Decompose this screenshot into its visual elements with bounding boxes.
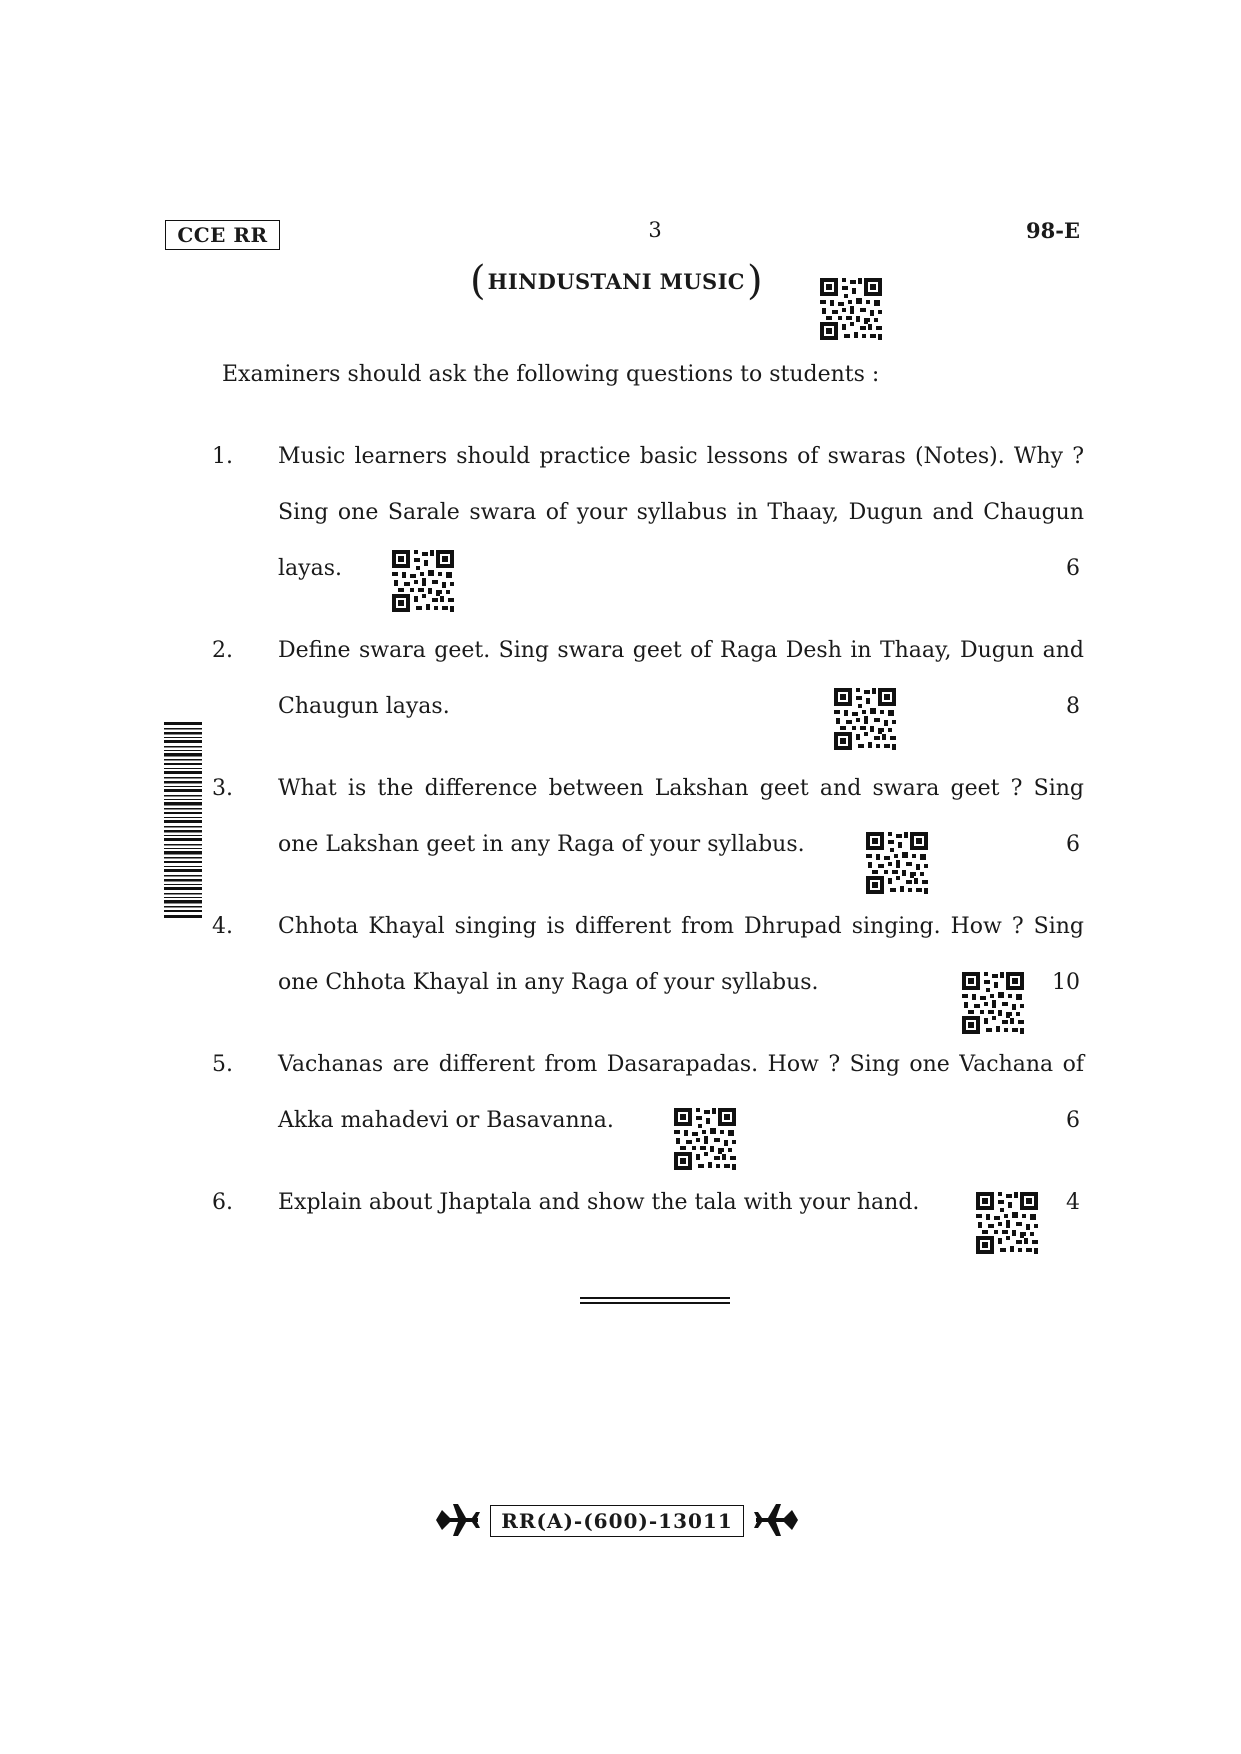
- airplane-icon: [754, 1500, 800, 1540]
- question-number: 4.: [212, 914, 233, 939]
- question-number: 3.: [212, 776, 233, 801]
- question-text-line: Sing one Sarale swara of your syllabus in Thaay, Dugun and Chaugun: [278, 500, 1084, 525]
- end-divider: [580, 1297, 730, 1304]
- question-text-last: Akka mahadevi or Basavanna.: [278, 1108, 614, 1133]
- qr-code-icon: [962, 972, 1024, 1034]
- question-number: 2.: [212, 638, 233, 663]
- question-text-last: Chaugun layas.: [278, 694, 450, 719]
- question-text-last: one Lakshan geet in any Raga of your syllabus.: [278, 832, 805, 857]
- question-text-line: What is the difference between Lakshan geet and swara geet ? Sing: [278, 776, 1084, 801]
- footer-code: RR(A)-(600)-13011: [490, 1505, 744, 1537]
- intro-text: Examiners should ask the following questions to students :: [222, 362, 880, 387]
- barcode-icon: [164, 722, 204, 922]
- page-title: [470, 258, 763, 304]
- question-number: 6.: [212, 1190, 233, 1215]
- question-text-last: one Chhota Khayal in any Raga of your syllabus.: [278, 970, 819, 995]
- qr-code-icon: [392, 550, 454, 612]
- title-close-paren: ): [746, 258, 763, 304]
- question-marks: 10: [1052, 970, 1080, 995]
- paper-code: 98-E: [1026, 218, 1080, 243]
- question-marks: 4: [1066, 1190, 1080, 1215]
- question-marks: 6: [1066, 1108, 1080, 1133]
- qr-code-icon: [976, 1192, 1038, 1254]
- qr-code-icon: [820, 278, 882, 340]
- page-number: 3: [648, 218, 662, 242]
- question-text-line: Vachanas are different from Dasarapadas. How ? Sing one Vachana of: [278, 1052, 1084, 1077]
- question-text-line: Chhota Khayal singing is different from Dhrupad singing. How ? Sing: [278, 914, 1084, 939]
- question-marks: 6: [1066, 832, 1080, 857]
- question-number: 1.: [212, 444, 233, 469]
- qr-code-icon: [866, 832, 928, 894]
- series-label: CCE RR: [165, 220, 280, 250]
- qr-code-icon: [674, 1108, 736, 1170]
- question-text-last: Explain about Jhaptala and show the tala with your hand.: [278, 1190, 920, 1215]
- question-marks: 8: [1066, 694, 1080, 719]
- question-number: 5.: [212, 1052, 233, 1077]
- question-text-line: Music learners should practice basic lessons of swaras (Notes). Why ?: [278, 444, 1084, 469]
- question-text-last: layas.: [278, 556, 342, 581]
- question-marks: 6: [1066, 556, 1080, 581]
- question-text-line: Define swara geet. Sing swara geet of Raga Desh in Thaay, Dugun and: [278, 638, 1084, 663]
- title-open-paren: (: [470, 258, 486, 304]
- airplane-icon: [434, 1500, 480, 1540]
- qr-code-icon: [834, 688, 896, 750]
- title-text: HINDUSTANI MUSIC: [487, 268, 745, 294]
